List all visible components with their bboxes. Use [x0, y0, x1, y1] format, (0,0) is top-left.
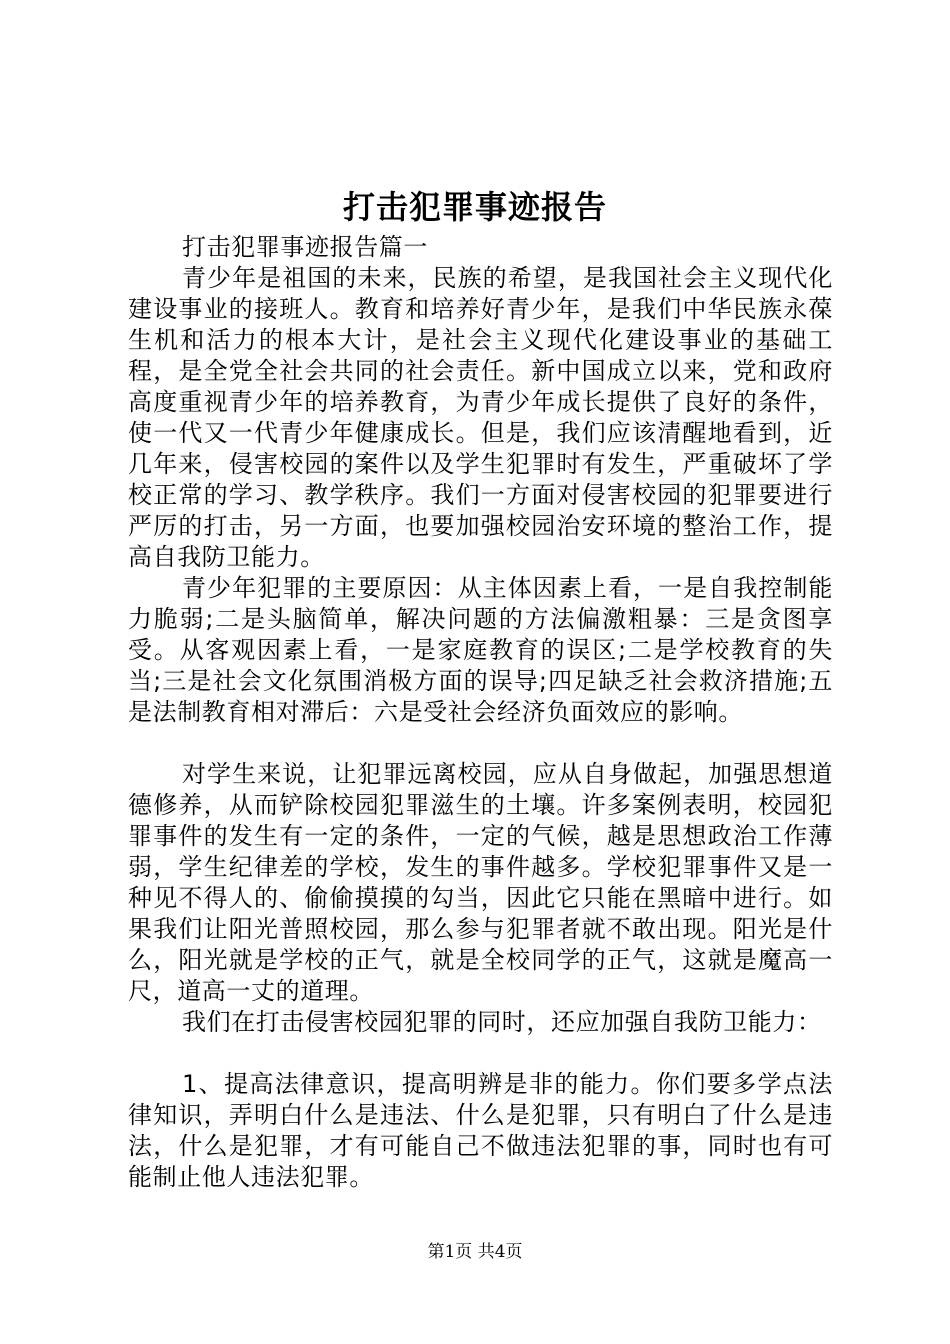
page-title: 打击犯罪事迹报告	[342, 188, 607, 226]
document-body	[128, 232, 833, 1193]
section-heading: 打击犯罪事迹报告篇一	[182, 233, 428, 261]
page-footer: 第1页 共4页	[427, 1242, 523, 1262]
paragraph-1: 青少年是祖国的未来，民族的希望，是我国社会主义现代化建设事业的接班人。教育和培养好青少年，是我们中华民族永葆生机和活力的根本大计，是社会主义现代化建设事业的基础工程，是全党全社会共同的社会责任。新中国成立以来，党和政府高度重视青少年的培养教育，为青少年成长提供了良好的条件，使一代又一代青少年健康成长。但是，我们应该清醒地看到，近几年来，侵害校园的案件以及学生犯罪时有发生，严重破坏了学校正常的学习、教学秩序。我们一方面对侵害校园的犯罪要进行严厉的打击，另一方面，也要加强校园治安环境的整治工作，提高自我防卫能力。	[128, 264, 833, 571]
paragraph-2: 青少年犯罪的主要原因：从主体因素上看，一是自我控制能力脆弱;二是头脑简单，解决问题的方法偏激粗暴：三是贪图享受。从客观因素上看，一是家庭教育的误区;二是学校教育的失当;三是社会文化氛围消极方面的误导;四足缺乏社会救济措施;五是法制教育相对滞后：六是受社会经济负面效应的影响。	[128, 574, 833, 726]
paragraph-3: 对学生来说，让犯罪远离校园，应从自身做起，加强思想道德修养，从而铲除校园犯罪滋生的土壤。许多案例表明，校园犯罪事件的发生有一定的条件，一定的气候，越是思想政治工作薄弱，学生纪律差的学校，发生的事件越多。学校犯罪事件又是一种见不得人的、偷偷摸摸的勾当，因此它只能在黑暗中进行。如果我们让阳光普照校园，那么参与犯罪者就不敢出现。阳光是什么，阳光就是学校的正气，就是全校同学的正气，这就是魔高一尺，道高一丈的道理。	[128, 760, 833, 1005]
paragraph-4: 我们在打击侵害校园犯罪的同时，还应加强自我防卫能力：	[182, 1008, 822, 1036]
paragraph-5: 1、提高法律意识，提高明辨是非的能力。你们要多学点法律知识，弄明白什么是违法、什么是犯罪，只有明白了什么是违法，什么是犯罪，才有可能自己不做违法犯罪的事，同时也有可能制止他人违法犯罪。	[128, 1070, 833, 1191]
